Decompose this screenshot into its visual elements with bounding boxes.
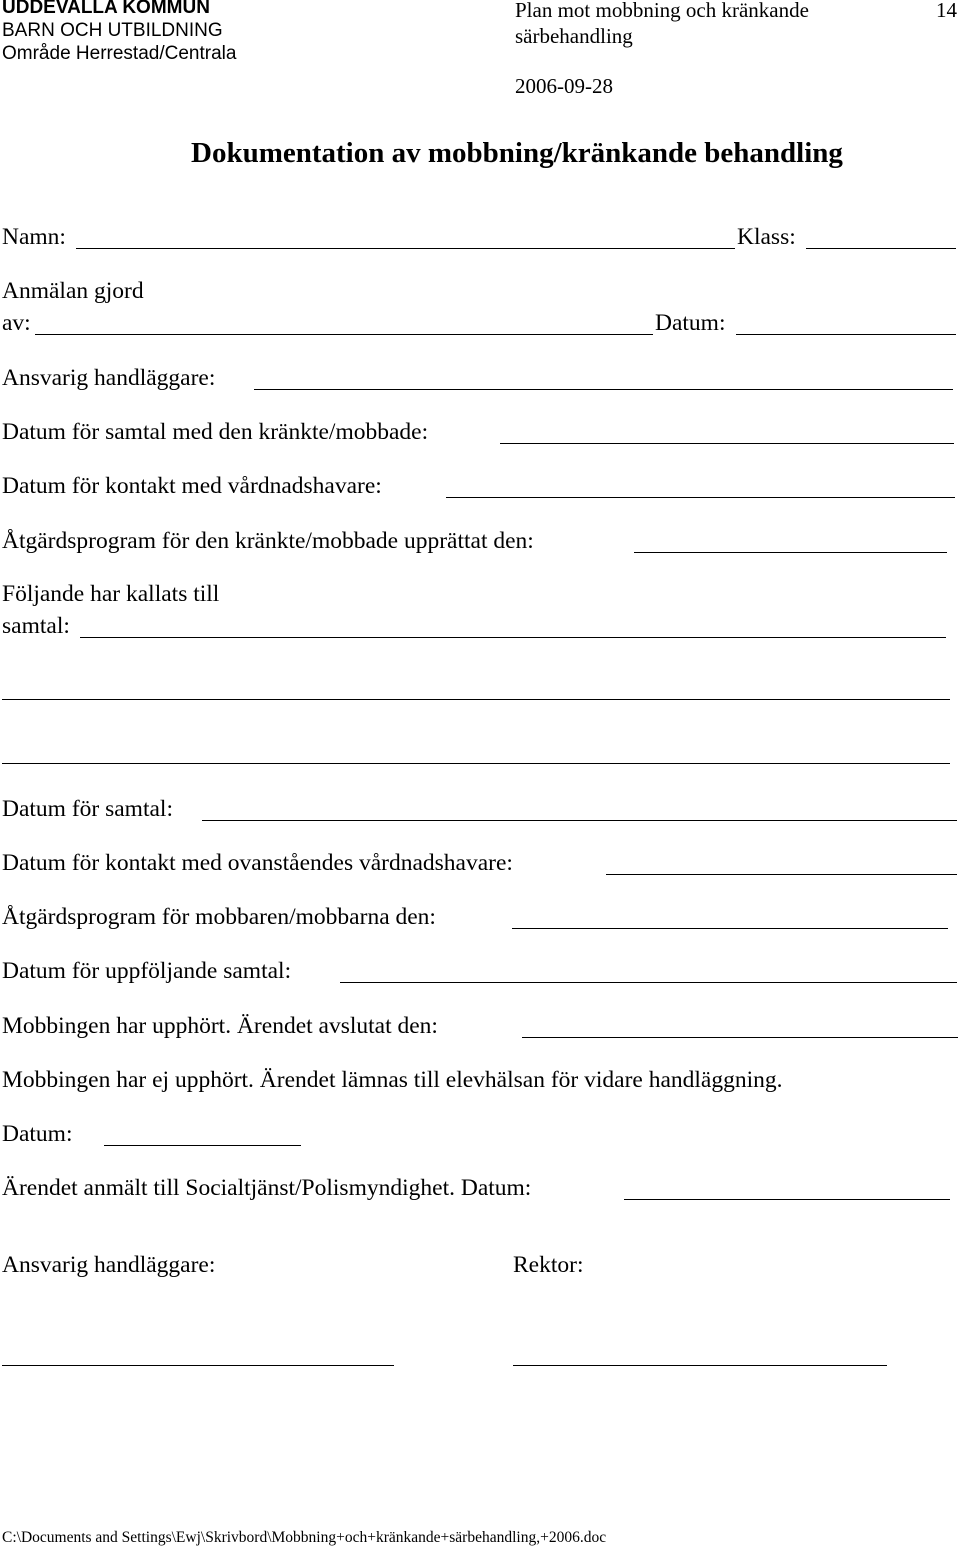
- datum-for-samtal-field[interactable]: [202, 820, 957, 821]
- foljande-field-2[interactable]: [2, 699, 950, 700]
- datum-kontakt-ovan-label: Datum för kontakt med ovanståendes vårdnadshavare:: [2, 850, 513, 876]
- page-number: 14: [936, 0, 957, 22]
- atgard-mobbare-field[interactable]: [512, 928, 948, 929]
- sign-rektor-label: Rektor:: [513, 1252, 584, 1278]
- doc-title-line1: Plan mot mobbning och kränkande: [515, 0, 809, 22]
- sign-rektor-field[interactable]: [513, 1365, 887, 1366]
- sign-ansvarig-label: Ansvarig handläggare:: [2, 1252, 216, 1278]
- klass-label: Klass:: [737, 224, 796, 250]
- footer-file-path: C:\Documents and Settings\Ewj\Skrivbord\Mobbning+och+kränkande+särbehandling,+2006.doc: [2, 1529, 607, 1546]
- ansvarig-label: Ansvarig handläggare:: [2, 365, 216, 391]
- datum2-label: Datum:: [2, 1121, 73, 1147]
- anmalan-label-2: av:: [2, 310, 31, 336]
- org-name: UDDEVALLA KOMMUN: [2, 0, 210, 18]
- doc-title-line2: särbehandling: [515, 24, 633, 48]
- datum-uppfoljande-label: Datum för uppföljande samtal:: [2, 958, 292, 984]
- doc-date: 2006-09-28: [515, 74, 613, 98]
- upphort-label: Mobbingen har upphört. Ärendet avslutat den:: [2, 1013, 438, 1039]
- foljande-label-2: samtal:: [2, 613, 70, 639]
- org-area: Område Herrestad/Centrala: [2, 43, 237, 64]
- datum-uppfoljande-field[interactable]: [340, 982, 957, 983]
- foljande-field-3[interactable]: [2, 763, 950, 764]
- anmalan-field[interactable]: [35, 334, 653, 335]
- namn-label: Namn:: [2, 224, 66, 250]
- foljande-label-1: Följande har kallats till: [2, 581, 220, 607]
- foljande-field-1[interactable]: [80, 637, 946, 638]
- atgard-krankte-label: Åtgärdsprogram för den kränkte/mobbade upprättat den:: [2, 528, 534, 554]
- anmalan-datum-label: Datum:: [655, 310, 726, 336]
- form-title: Dokumentation av mobbning/kränkande behandling: [191, 137, 843, 169]
- ej-upphort-text: Mobbingen har ej upphört. Ärendet lämnas till elevhälsan för vidare handläggning.: [2, 1067, 783, 1093]
- anmalan-label-1: Anmälan gjord: [2, 278, 144, 304]
- klass-field[interactable]: [806, 248, 956, 249]
- datum-kontakt-ovan-field[interactable]: [606, 874, 957, 875]
- datum-samtal-krankte-label: Datum för samtal med den kränkte/mobbade:: [2, 419, 429, 445]
- atgard-mobbare-label: Åtgärdsprogram för mobbaren/mobbarna den:: [2, 904, 436, 930]
- org-department: BARN OCH UTBILDNING: [2, 20, 223, 41]
- namn-field[interactable]: [76, 248, 735, 249]
- datum2-field[interactable]: [104, 1145, 301, 1146]
- datum-kontakt-vardnad-label: Datum för kontakt med vårdnadshavare:: [2, 473, 382, 499]
- datum-for-samtal-label: Datum för samtal:: [2, 796, 173, 822]
- upphort-field[interactable]: [522, 1037, 958, 1038]
- ansvarig-field[interactable]: [254, 389, 953, 390]
- anmalt-label: Ärendet anmält till Socialtjänst/Polismyndighet. Datum:: [2, 1175, 532, 1201]
- sign-ansvarig-field[interactable]: [2, 1365, 394, 1366]
- datum-samtal-krankte-field[interactable]: [500, 443, 954, 444]
- atgard-krankte-field[interactable]: [634, 552, 947, 553]
- anmalt-field[interactable]: [624, 1199, 950, 1200]
- datum-kontakt-vardnad-field[interactable]: [446, 497, 955, 498]
- anmalan-datum-field[interactable]: [736, 334, 956, 335]
